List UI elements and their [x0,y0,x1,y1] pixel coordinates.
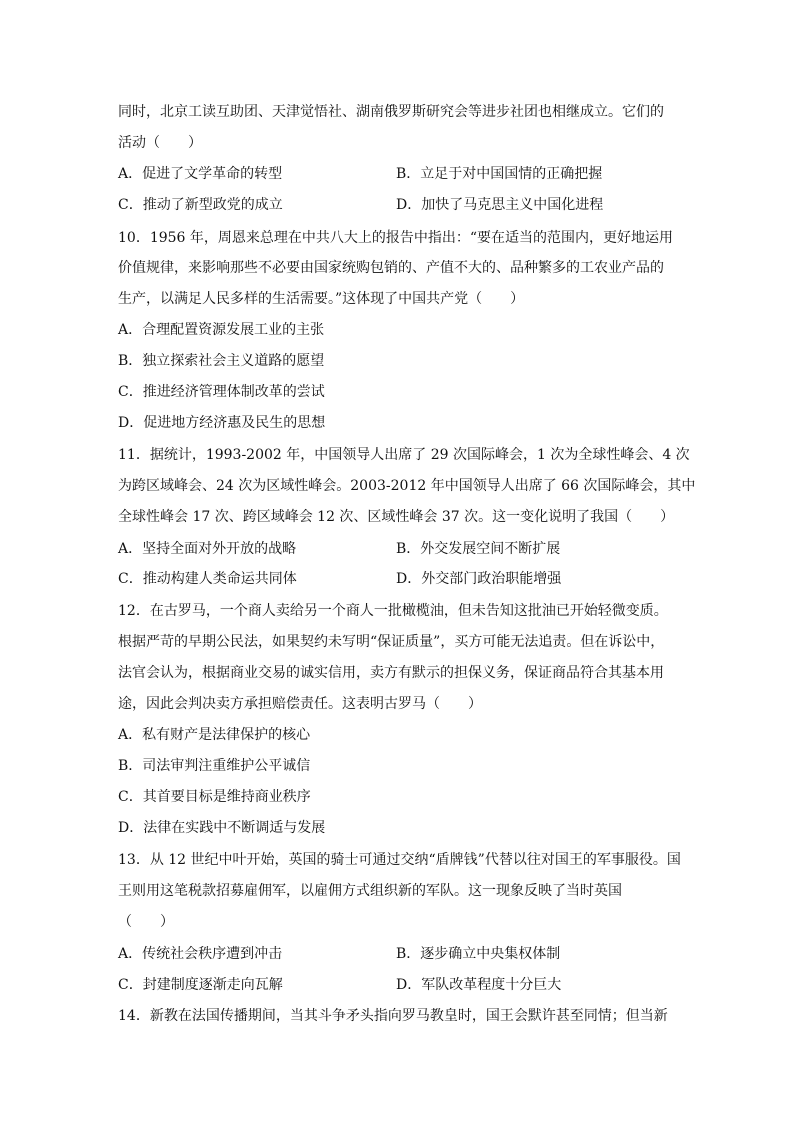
q13-line-1: 13．从 12 世纪中叶开始，英国的骑士可通过交纳“盾牌钱”代替以往对国王的军事服役。国 [118,852,681,868]
q11-line-3: 全球性峰会 17 次、跨区域峰会 12 次、区域性峰会 37 次。这一变化说明了我国（ ） [118,509,675,525]
q13-line-2: 王则用这笔税款招募雇佣军，以雇佣方式组织新的军队。这一现象反映了当时英国 [118,883,622,899]
q10-option-b: B．独立探索社会主义道路的愿望 [118,353,325,369]
q11-line-1: 11．据统计，1993-2002 年，中国领导人出席了 29 次国际峰会，1 次为全球性峰会、4 次 [118,447,690,463]
q12-option-c: C．其首要目标是维持商业秩序 [118,789,311,805]
q10-option-d: D．促进地方经济惠及民生的思想 [118,415,326,431]
q10-line-1: 10．1956 年，周恩来总理在中共八大上的报告中指出：“要在适当的范围内，更好地运用 [118,230,674,246]
q13-option-b: B．逐步确立中央集权体制 [396,946,561,962]
q10-line-2: 价值规律，来影响那些不必要由国家统购包销的、产值不大的、品种繁多的工农业产品的 [118,260,664,276]
q12-option-b: B．司法审判注重维护公平诚信 [118,758,311,774]
q10-option-a: A．合理配置资源发展工业的主张 [118,322,325,338]
q13-option-d: D．军队改革程度十分巨大 [396,977,562,993]
intro-line-2: 活动（ ） [118,135,202,151]
q14-line-1: 14．新教在法国传播期间，当其斗争矛头指向罗马教皇时，国王会默许甚至同情；但当新 [118,1008,668,1024]
intro-option-b: B．立足于对中国国情的正确把握 [396,166,603,182]
q13-option-c: C．封建制度逐渐走向瓦解 [118,977,283,993]
intro-option-c: C．推动了新型政党的成立 [118,197,283,213]
q11-option-c: C．推动构建人类命运共同体 [118,571,297,587]
q12-line-4: 途，因此会判决卖方承担赔偿责任。这表明古罗马（ ） [118,696,482,712]
q12-option-a: A．私有财产是法律保护的核心 [118,727,311,743]
q11-option-b: B．外交发展空间不断扩展 [396,541,561,557]
q13-option-a: A．传统社会秩序遭到冲击 [118,946,283,962]
intro-option-d: D．加快了马克思主义中国化进程 [396,197,604,213]
q10-line-3: 生产，以满足人民多样的生活需要。”这体现了中国共产党（ ） [118,291,525,307]
q11-option-a: A．坚持全面对外开放的战略 [118,541,297,557]
q13-line-3: （ ） [118,914,174,930]
q12-line-2: 根据严苛的早期公民法，如果契约未写明“保证质量”，买方可能无法追责。但在诉讼中， [118,634,665,650]
q11-line-2: 为跨区域峰会、24 次为区域性峰会。2003-2012 年中国领导人出席了 66 次国际峰会，其中 [118,478,696,494]
q10-option-c: C．推进经济管理体制改革的尝试 [118,384,325,400]
intro-line-1: 同时，北京工读互助团、天津觉悟社、湖南俄罗斯研究会等进步社团也相继成立。它们的 [118,104,664,120]
intro-option-a: A．促进了文学革命的转型 [118,166,283,182]
q12-option-d: D．法律在实践中不断调适与发展 [118,820,326,836]
q11-option-d: D．外交部门政治职能增强 [396,571,562,587]
q12-line-3: 法官会认为，根据商业交易的诚实信用，卖方有默示的担保义务，保证商品符合其基本用 [118,665,664,681]
q12-line-1: 12．在古罗马，一个商人卖给另一个商人一批橄榄油，但未告知这批油已开始轻微变质。 [118,603,668,619]
